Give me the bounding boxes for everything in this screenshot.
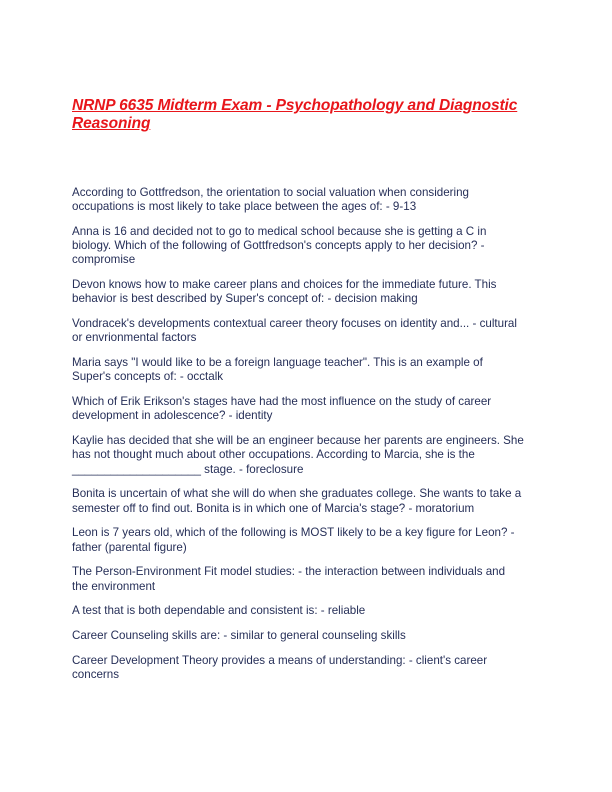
qa-line: the environment — [72, 579, 156, 593]
qa-line: biology. Which of the following of Gottfredson's concepts apply to her decision? - — [72, 239, 485, 253]
qa-line: Kaylie has decided that she will be an engineer because her parents are engineers. She — [72, 434, 524, 448]
question-answer-list — [72, 186, 542, 682]
qa-line: Career Development Theory provides a means of understanding: - client's career — [72, 654, 488, 667]
qa-item — [72, 487, 542, 515]
document-title-line-2: Reasoning — [72, 115, 151, 132]
qa-line: ____________________ stage. - foreclosure — [72, 462, 304, 476]
qa-item — [72, 654, 542, 682]
qa-line: Anna is 16 and decided not to go to medical school because she is getting a C in — [72, 225, 487, 238]
qa-line: A test that is both dependable and consistent is: - reliable — [72, 604, 366, 618]
qa-item — [72, 317, 542, 345]
qa-item — [72, 434, 542, 477]
qa-line: has not thought much about other occupations. According to Marcia, she is the — [72, 448, 475, 462]
qa-item — [72, 629, 542, 643]
qa-line: semester off to find out. Bonita is in which one of Marcia's stage? - moratorium — [72, 501, 475, 515]
qa-item — [72, 395, 542, 423]
qa-line: Leon is 7 years old, which of the following is MOST likely to be a key figure for Leon? - — [72, 526, 515, 540]
qa-item — [72, 565, 542, 593]
qa-line: Career Counseling skills are: - similar to general counseling skills — [72, 629, 406, 643]
qa-item — [72, 604, 542, 618]
qa-line: Which of Erik Erikson's stages have had the most influence on the study of career — [72, 395, 492, 409]
qa-line: Maria says "I would like to be a foreign language teacher". This is an example of — [72, 356, 483, 370]
qa-line: development in adolescence? - identity — [72, 409, 273, 423]
qa-line: Super's concepts of: - occtalk — [72, 370, 224, 384]
qa-line: Devon knows how to make career plans and choices for the immediate future. This — [72, 278, 497, 292]
document-page — [72, 97, 542, 693]
qa-item — [72, 225, 542, 268]
qa-line: concerns — [72, 668, 120, 682]
qa-line: Vondracek's developments contextual career theory focuses on identity and... - cultural — [72, 317, 517, 331]
qa-line: compromise — [72, 253, 136, 267]
qa-line: According to Gottfredson, the orientation to social valuation when considering — [72, 186, 470, 199]
qa-line: father (parental figure) — [72, 540, 187, 554]
qa-item — [72, 526, 542, 554]
qa-line: The Person-Environment Fit model studies: - the interaction between individuals and — [72, 565, 506, 579]
qa-line: occupations is most likely to take place between the ages of: - 9-13 — [72, 200, 417, 214]
qa-line: or envrionmental factors — [72, 331, 197, 345]
document-title — [72, 97, 542, 133]
qa-line: behavior is best described by Super's concept of: - decision making — [72, 292, 418, 306]
qa-item — [72, 186, 542, 214]
qa-item — [72, 356, 542, 384]
qa-line: Bonita is uncertain of what she will do when she graduates college. She wants to take a — [72, 487, 522, 501]
qa-item — [72, 278, 542, 306]
document-title-line-1: NRNP 6635 Midterm Exam - Psychopathology and Diagnostic — [72, 97, 518, 114]
